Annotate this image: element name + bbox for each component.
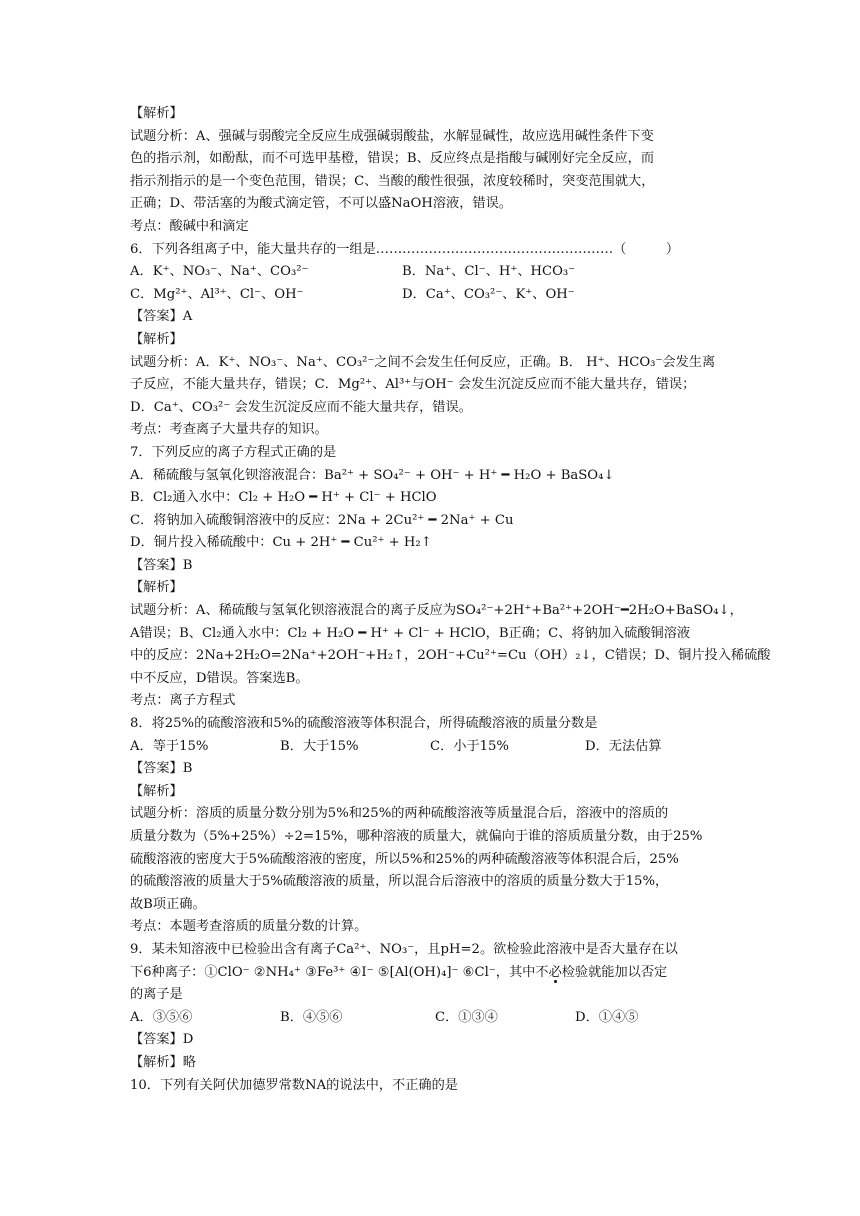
q6-options-row-1 xyxy=(130,261,730,284)
q5-analysis-line-2: 色的指示剂，如酚酞，而不可选甲基橙，错误；B、反应终点是指酸与碱刚好完全反应，而 xyxy=(130,151,654,167)
q9-stem-line-2 xyxy=(130,962,730,985)
q7-stem: 7．下列反应的离子方程式正确的是 xyxy=(130,444,337,460)
q7-option-b: B．Cl₂通入水中：Cl₂ + H₂O ━ H⁺ + Cl⁻ + HClO xyxy=(130,490,437,506)
q9-option-a: A．③⑤⑥ xyxy=(130,1009,193,1025)
q6-answer: 【答案】A xyxy=(130,309,193,325)
q9-option-d: D．①④⑤ xyxy=(575,1009,639,1025)
document-body xyxy=(130,103,771,1097)
q8-analysis-line-3: 硫酸溶液的密度大于5%硫酸溶液的密度，所以5%和25%的两种硫酸溶液等体积混合后，25% xyxy=(130,851,679,867)
q7-analysis-line-2: A错误；B、Cl₂通入水中：Cl₂ + H₂O ━ H⁺ + Cl⁻ + HClO，B正确；C、将钠加入硫酸铜溶液 xyxy=(130,625,691,641)
q7-point: 考点：离子方程式 xyxy=(130,693,236,709)
q6-option-b: B．Na⁺、Cl⁻、H⁺、HCO₃⁻ xyxy=(402,264,576,280)
q9-options-row xyxy=(130,1007,730,1030)
q8-analysis-line-5: 故B项正确。 xyxy=(130,896,206,912)
q7-answer: 【答案】B xyxy=(130,557,193,573)
q8-stem: 8．将25%的硫酸溶液和5%的硫酸溶液等体积混合，所得硫酸溶液的质量分数是 xyxy=(130,716,598,732)
q6-option-a: A．K⁺、NO₃⁻、Na⁺、CO₃²⁻ xyxy=(130,264,309,280)
q5-analysis-label: 【解析】 xyxy=(130,106,183,121)
q8-analysis-line-2: 质量分数为（5%+25%）÷2=15%，哪种溶液的质量大，就偏向于谁的溶质质量分数，由于25% xyxy=(130,829,703,844)
q6-analysis-line-2: 子反应，不能大量共存，错误；C．Mg²⁺、Al³⁺与OH⁻ 会发生沉淀反应而不能大量共存，错误； xyxy=(130,377,696,393)
q6-stem: 6．下列各组离子中，能大量共存的一组是………………………………………………（ ） xyxy=(130,241,680,257)
q8-options-row xyxy=(130,736,730,759)
q9-option-b: B．④⑤⑥ xyxy=(280,1009,343,1025)
q9-stem-line-3: 的离子是 xyxy=(130,987,183,1003)
q9-emphasis-char: 必 xyxy=(549,962,562,985)
q10-stem: 10．下列有关阿伏加德罗常数NA的说法中，不正确的是 xyxy=(130,1077,458,1093)
q9-stem-line-2-part-b: 检验就能加以否定 xyxy=(561,964,668,980)
q6-analysis-line-1: 试题分析：A．K⁺、NO₃⁻、Na⁺、CO₃²⁻之间不会发生任何反应，正确。B． H⁺、HCO₃⁻会发生离 xyxy=(130,354,716,370)
q7-option-c: C．将钠加入硫酸铜溶液中的反应：2Na + 2Cu²⁺ ━ 2Na⁺ + Cu xyxy=(130,512,514,528)
q8-answer: 【答案】B xyxy=(130,761,193,777)
q8-option-c: C．小于15% xyxy=(430,738,509,754)
q8-analysis-line-4: 的硫酸溶液的质量大于5%硫酸溶液的质量，所以混合后溶液中的溶质的质量分数大于15%， xyxy=(130,874,669,890)
q9-answer: 【答案】D xyxy=(130,1032,194,1048)
q8-option-a: A．等于15% xyxy=(130,738,209,754)
q7-analysis-line-1: 试题分析：A、稀硫酸与氢氧化钡溶液混合的离子反应为SO₄²⁻+2H⁺+Ba²⁺+2OH⁻━2H₂O+BaSO₄↓， xyxy=(130,603,743,619)
q8-analysis-label: 【解析】 xyxy=(130,783,183,799)
q6-analysis-label: 【解析】 xyxy=(130,331,183,347)
q5-point: 考点：酸碱中和滴定 xyxy=(130,218,249,234)
q8-analysis-line-1: 试题分析：溶质的质量分数分别为5%和25%的两种硫酸溶液等质量混合后，溶液中的溶质的 xyxy=(130,806,669,822)
q8-point: 考点：本题考查溶质的质量分数的计算。 xyxy=(130,919,368,935)
q7-analysis-line-3: 中的反应：2Na+2H₂O=2Na⁺+2OH⁻+H₂↑，2OH⁻+Cu²⁺=Cu（OH）₂↓，C错误；D、铜片投入稀硫酸 xyxy=(130,648,771,664)
q6-option-d: D．Ca⁺、CO₃²⁻、K⁺、OH⁻ xyxy=(402,286,575,302)
q5-analysis-line-4: 正确；D、带活塞的为酸式滴定管，不可以盛NaOH溶液，错误。 xyxy=(130,196,512,212)
q9-stem-line-2-part-a: 下6种离子：①ClO⁻ ②NH₄⁺ ③Fe³⁺ ④I⁻ ⑤[Al(OH)₄]⁻ ⑥Cl⁻，其中不 xyxy=(130,964,549,980)
q5-analysis-line-3: 指示剂指示的是一个变色范围，错误；C、当酸的酸性很强，浓度较稀时，突变范围就大， xyxy=(130,173,655,189)
q6-analysis-line-3: D．Ca⁺、CO₃²⁻ 会发生沉淀反应而不能大量共存，错误。 xyxy=(130,399,472,415)
q9-stem-line-1: 9．某未知溶液中已检验出含有离子Ca²⁺、NO₃⁻，且pH=2。欲检验此溶液中是否大量存在以 xyxy=(130,941,678,957)
q7-option-d: D．铜片投入稀硫酸中：Cu + 2H⁺ ━ Cu²⁺ + H₂↑ xyxy=(130,535,432,551)
q6-options-row-2 xyxy=(130,284,730,307)
q8-option-d: D．无法估算 xyxy=(585,738,662,754)
q7-analysis-line-4: 中不反应，D错误。答案选B。 xyxy=(130,670,309,686)
q8-option-b: B．大于15% xyxy=(280,738,359,754)
q7-option-a: A．稀硫酸与氢氧化钡溶液混合：Ba²⁺ + SO₄²⁻ + OH⁻ + H⁺ ━ H₂O + BaSO₄↓ xyxy=(130,467,615,483)
q6-point: 考点：考查离子大量共存的知识。 xyxy=(130,422,328,438)
q7-analysis-label: 【解析】 xyxy=(130,580,183,596)
q6-option-c: C．Mg²⁺、Al³⁺、Cl⁻、OH⁻ xyxy=(130,286,304,302)
q9-analysis: 【解析】略 xyxy=(130,1054,196,1070)
q5-analysis-line-1: 试题分析：A、强碱与弱酸完全反应生成强碱弱酸盐，水解显碱性，故应选用碱性条件下变 xyxy=(130,128,654,144)
q9-option-c: C．①③④ xyxy=(435,1009,498,1025)
